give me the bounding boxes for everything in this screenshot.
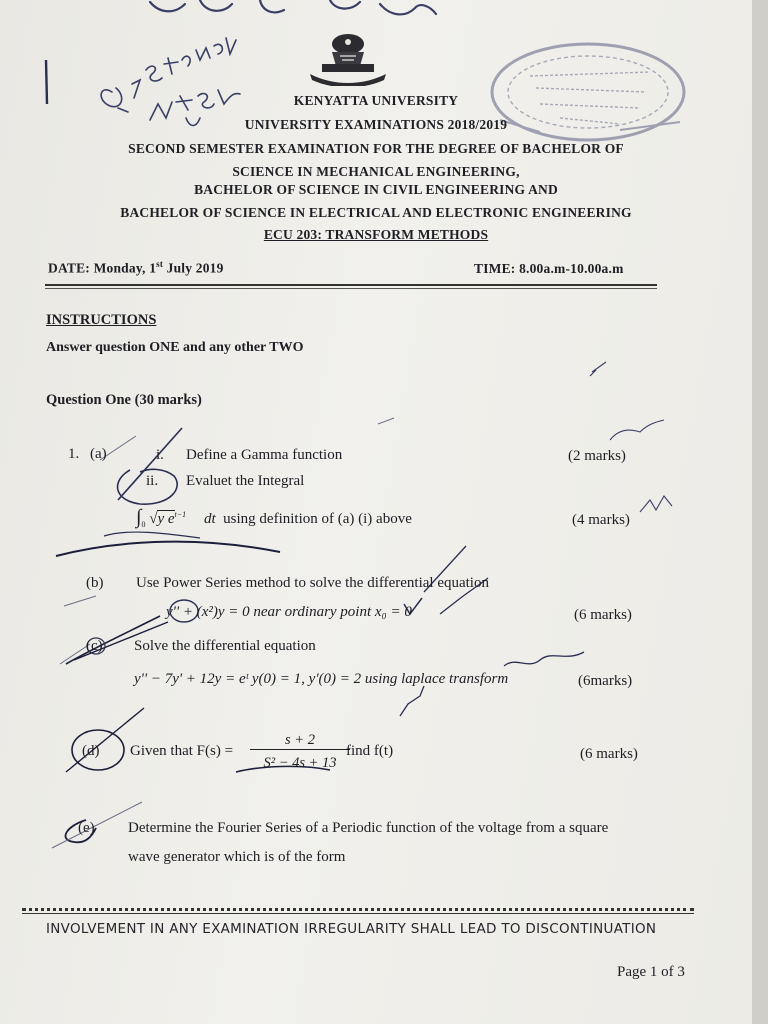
- part-d-numerator: s + 2: [250, 732, 350, 750]
- page-number: Page 1 of 3: [617, 964, 685, 980]
- part-d-label: (d): [82, 743, 100, 759]
- part-c-text: Solve the differential equation: [134, 638, 316, 654]
- part-c-marks: (6marks): [578, 673, 633, 689]
- footer-rule-dotted: [22, 908, 694, 911]
- question-one-heading: Question One (30 marks): [46, 392, 202, 408]
- part-a-ii-integral-tail: dt using definition of (a) (i) above: [204, 511, 412, 527]
- instructions-text: Answer question ONE and any other TWO: [46, 340, 304, 355]
- exam-time: TIME: 8.00a.m-10.00a.m: [474, 261, 624, 276]
- instructions-heading: INSTRUCTIONS: [46, 312, 157, 328]
- part-a-label: (a): [90, 446, 107, 462]
- part-e-label: (e): [78, 820, 95, 836]
- part-b-label: (b): [86, 575, 104, 591]
- part-b-equation: y'' + (x²)y = 0 near ordinary point x₀ = 0: [166, 604, 412, 620]
- part-d-marks: (6 marks): [580, 746, 638, 762]
- part-a-i-text: Define a Gamma function: [186, 447, 343, 463]
- footer-warning: INVOLVEMENT IN ANY EXAMINATION IRREGULARITY SHALL LEAD TO DISCONTINUATION: [46, 921, 657, 937]
- integral-expression: $\int_0$ √y $e^{t-1}$: [136, 506, 187, 529]
- footer-rule: [22, 913, 694, 914]
- university-crest-logo: [304, 30, 392, 86]
- part-a-ii-marks: (4 marks): [572, 512, 630, 528]
- part-a-i-marks: (2 marks): [568, 448, 626, 464]
- part-a-ii-text: Evaluet the Integral: [186, 473, 305, 489]
- exam-degree-line-3: BACHELOR OF SCIENCE IN CIVIL ENGINEERING AND: [194, 182, 558, 197]
- part-a-i-label: i.: [156, 447, 164, 463]
- part-a-ii-label: ii.: [146, 473, 159, 489]
- part-e-text-line-2: wave generator which is of the form: [128, 849, 346, 865]
- exam-degree-line-2: SCIENCE IN MECHANICAL ENGINEERING,: [232, 164, 520, 179]
- question-number: 1.: [68, 446, 80, 462]
- exams-title: UNIVERSITY EXAMINATIONS 2018/2019: [244, 117, 508, 132]
- course-title: ECU 203: TRANSFORM METHODS: [263, 227, 489, 242]
- exam-date: DATE: Monday, 1st July 2019: [48, 259, 224, 276]
- part-d-denominator: S² − 4s + 13: [263, 755, 337, 771]
- part-c-equation: y'' − 7y' + 12y = eᵗ y(0) = 1, y'(0) = 2 using laplace transform: [134, 671, 509, 687]
- part-b-text: Use Power Series method to solve the differential equation: [136, 575, 489, 591]
- exam-degree-line-4: BACHELOR OF SCIENCE IN ELECTRICAL AND ELECTRONIC ENGINEERING: [120, 205, 632, 220]
- part-d-find: find f(t): [346, 743, 394, 759]
- part-b-marks: (6 marks): [574, 607, 632, 623]
- part-d-given: Given that F(s) =: [130, 743, 234, 759]
- part-e-text-line-1: Determine the Fourier Series of a Periodic function of the voltage from a square: [128, 820, 609, 836]
- header-rule-top: [45, 284, 657, 286]
- part-c-label: (c): [86, 638, 103, 654]
- exam-degree-line-1: SECOND SEMESTER EXAMINATION FOR THE DEGREE OF BACHELOR OF: [128, 141, 624, 156]
- institution-name: KENYATTA UNIVERSITY: [293, 93, 459, 108]
- header-rule-bottom: [45, 288, 657, 289]
